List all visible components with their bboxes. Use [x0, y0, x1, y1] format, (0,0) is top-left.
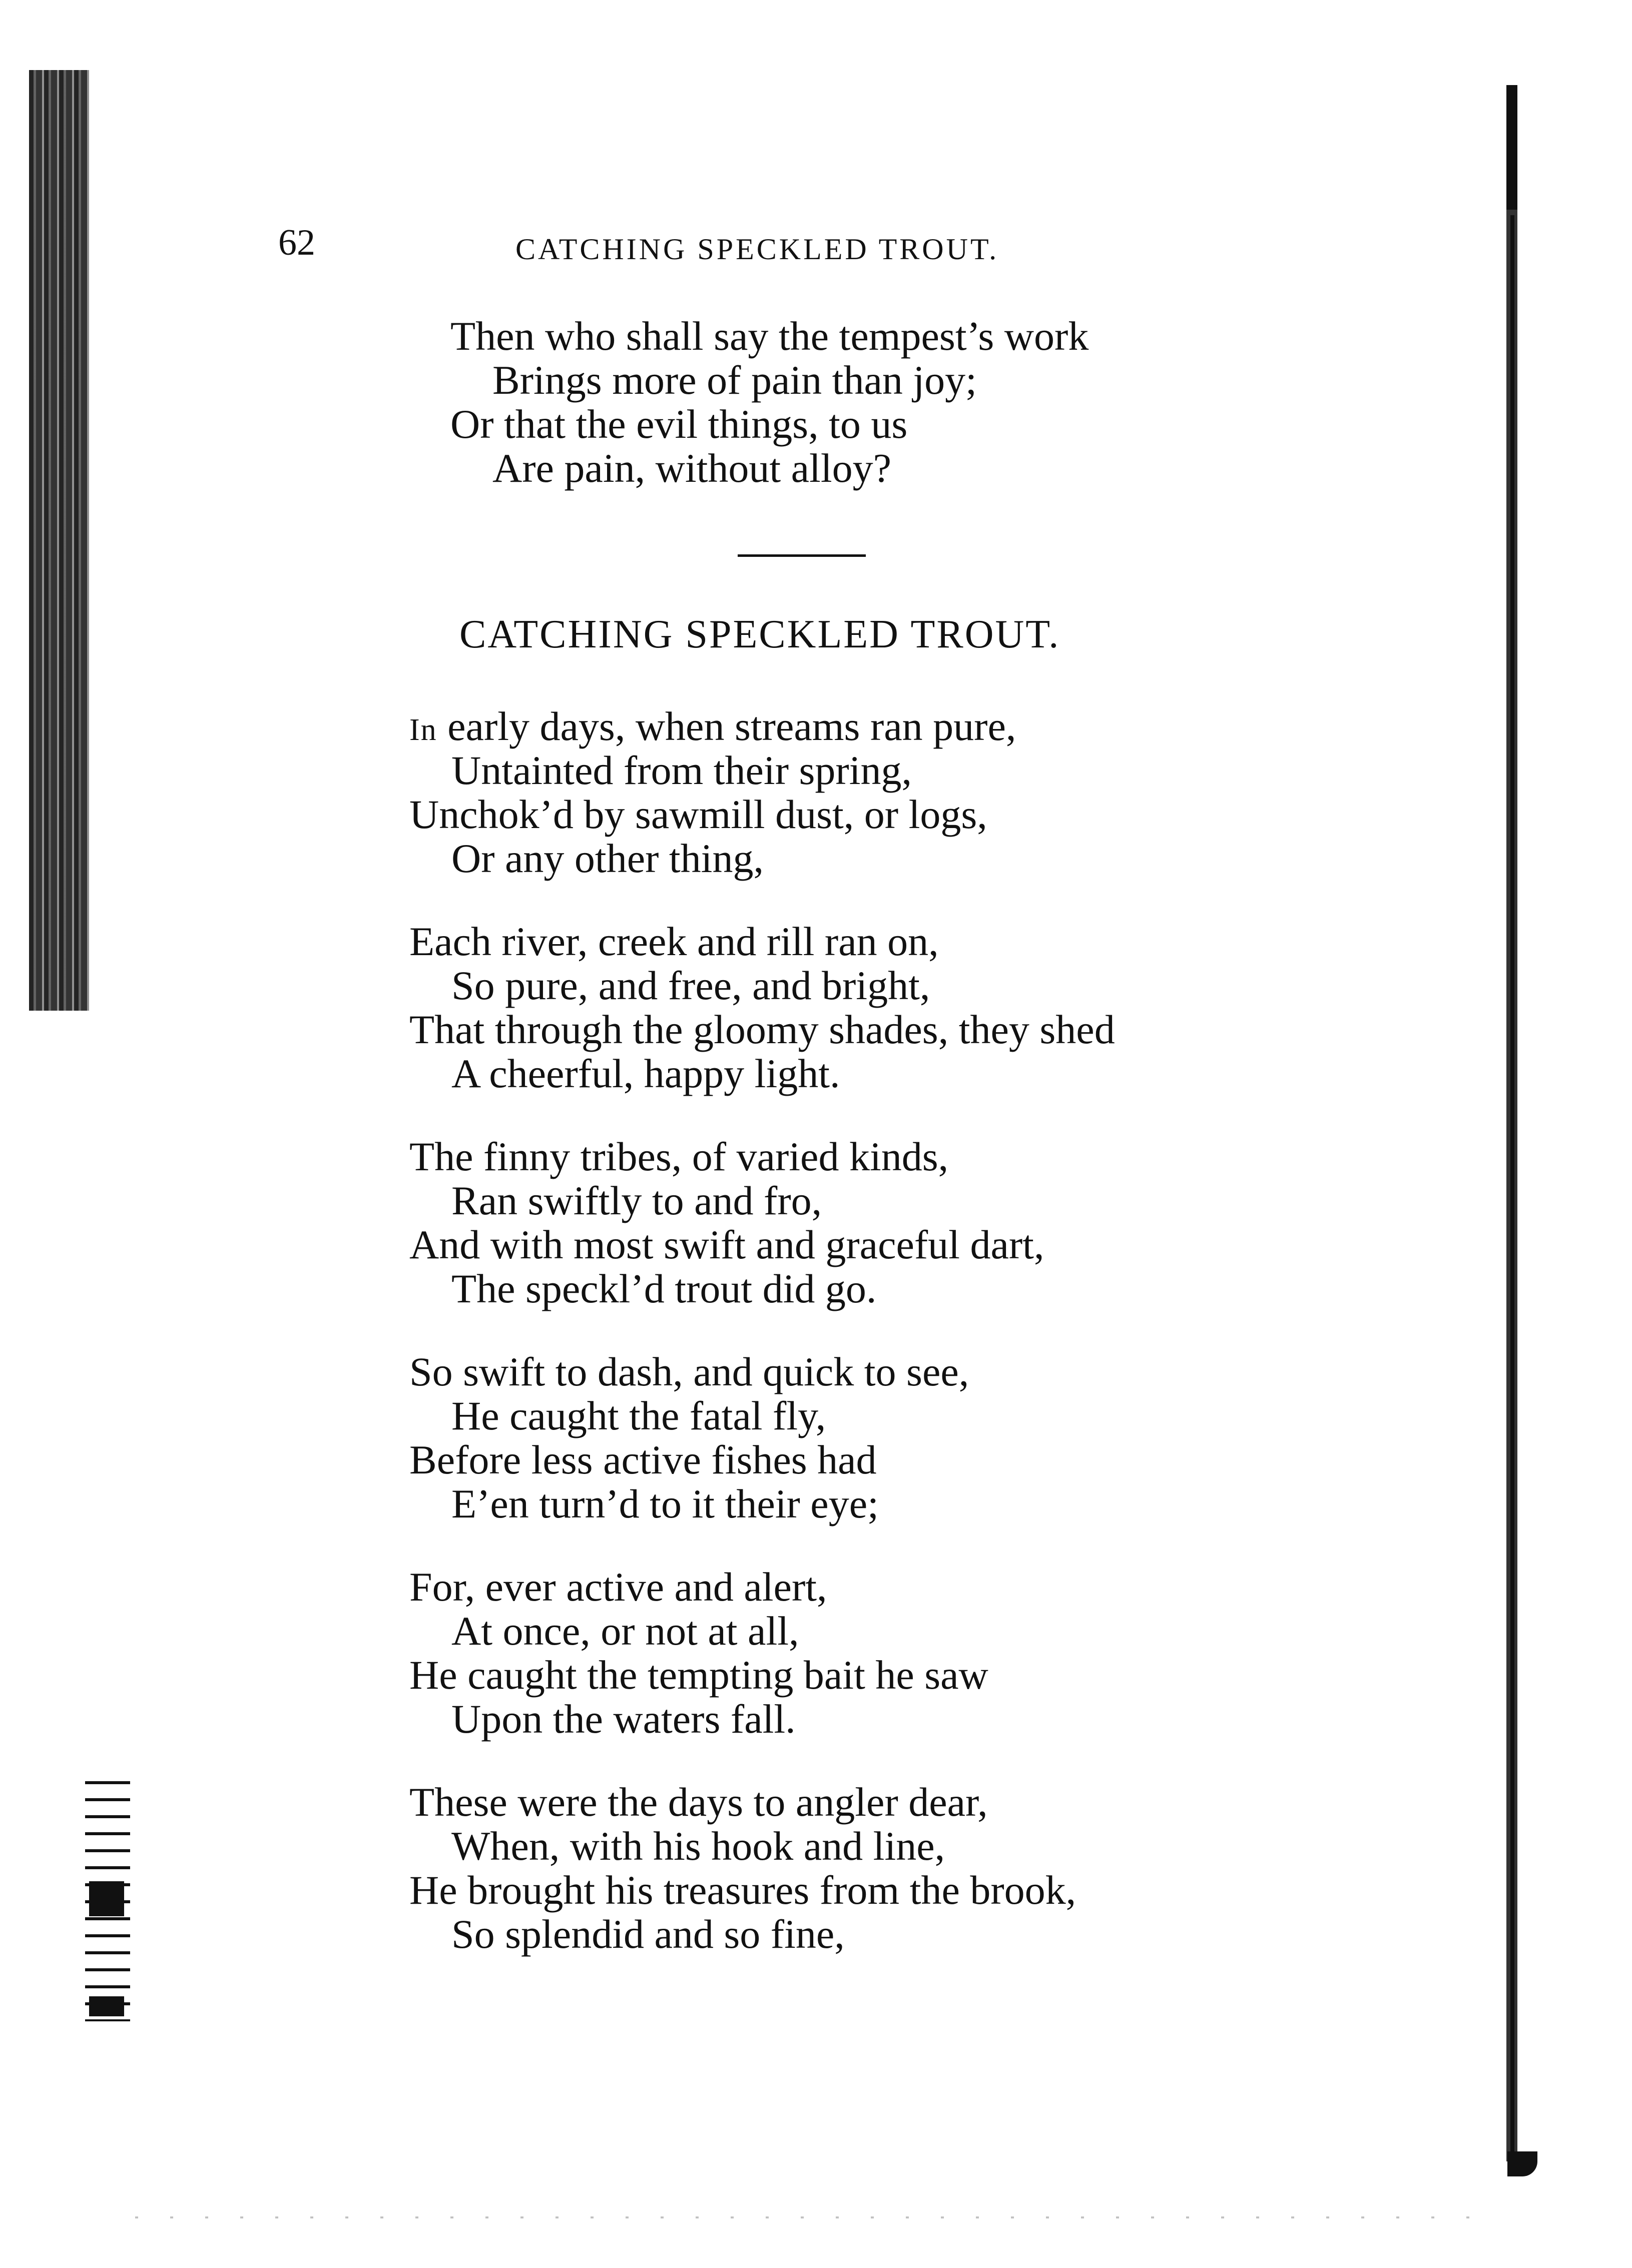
verse-line: So pure, and free, and bright,	[451, 963, 930, 1008]
verse-line: Or that the evil things, to us	[450, 401, 908, 447]
poem-title: CATCHING SPECKLED TROUT.	[459, 612, 1060, 656]
verse-line: Upon the waters fall.	[451, 1696, 796, 1742]
running-head: CATCHING SPECKLED TROUT.	[515, 233, 999, 266]
verse-line: That through the gloomy shades, they shed	[409, 1007, 1115, 1052]
verse-line: For, ever active and alert,	[409, 1564, 827, 1610]
verse-line: When, with his hook and line,	[451, 1823, 945, 1869]
verse-line-first	[409, 704, 1016, 748]
verse-line: Brings more of pain than joy;	[492, 357, 977, 403]
verse-line: A cheerful, happy light.	[451, 1051, 840, 1096]
scan-edge-left	[29, 70, 89, 1011]
previous-poem-stanza	[450, 314, 1089, 490]
dropcap-word: In	[409, 713, 437, 747]
poem-stanza-4	[409, 1350, 969, 1526]
verse-line: He caught the fatal fly,	[451, 1393, 826, 1438]
verse-line: These were the days to angler dear,	[409, 1779, 988, 1825]
poem-stanza-5	[409, 1565, 988, 1741]
scan-edge-right-line	[1510, 215, 1514, 2166]
poem-stanza-2	[409, 920, 1115, 1096]
verse-line: Or any other thing,	[451, 836, 764, 881]
page-number: 62	[278, 222, 315, 263]
verse-line: Are pain, without alloy?	[492, 445, 892, 491]
scan-edge-right-foot	[1507, 2151, 1537, 2176]
verse-line: Each river, creek and rill ran on,	[409, 919, 939, 964]
verse-line: At once, or not at all,	[451, 1608, 799, 1654]
poem-stanza-1	[409, 704, 1016, 881]
verse-line: He caught the tempting bait he saw	[409, 1652, 988, 1698]
poem-stanza-3	[409, 1135, 1044, 1311]
verse-line: The speckl’d trout did go.	[451, 1266, 877, 1311]
verse-line: E’en turn’d to it their eye;	[451, 1481, 879, 1527]
verse-line: The finny tribes, of varied kinds,	[409, 1134, 949, 1179]
verse-line: He brought his treasures from the brook,	[409, 1867, 1076, 1913]
verse-line: And with most swift and graceful dart,	[409, 1222, 1044, 1267]
poem-stanza-6	[409, 1780, 1076, 1956]
verse-line: Unchok’d by sawmill dust, or logs,	[409, 792, 987, 837]
scan-edge-left-block-lower	[89, 1996, 124, 2016]
verse-line: Before less active fishes had	[409, 1437, 877, 1482]
verse-line: Untainted from their spring,	[451, 747, 912, 793]
section-divider	[738, 554, 866, 557]
scan-bottom-specks	[135, 2216, 1486, 2218]
verse-line: So swift to dash, and quick to see,	[409, 1349, 969, 1394]
verse-line-rest: early days, when streams ran pure,	[437, 703, 1016, 749]
scan-edge-left-block	[89, 1881, 124, 1916]
verse-line: So splendid and so fine,	[451, 1911, 845, 1957]
verse-line: Ran swiftly to and fro,	[451, 1178, 822, 1223]
verse-line: Then who shall say the tempest’s work	[450, 313, 1089, 359]
